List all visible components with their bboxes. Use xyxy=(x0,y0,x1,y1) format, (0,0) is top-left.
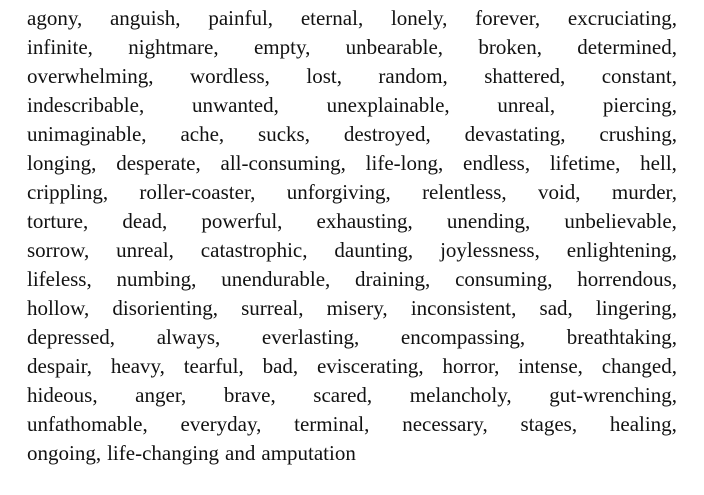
word: terminal, xyxy=(294,412,370,436)
word: catastrophic, xyxy=(200,238,308,262)
word: healing, xyxy=(609,412,677,436)
text-line xyxy=(27,410,677,439)
word: all-consuming, xyxy=(220,151,346,175)
word: hell, xyxy=(640,151,677,175)
text-line xyxy=(27,120,677,149)
word: overwhelming, xyxy=(27,64,154,88)
word: exhausting, xyxy=(316,209,413,233)
word: crippling, xyxy=(27,180,109,204)
word: changed, xyxy=(601,354,677,378)
word: enlightening, xyxy=(566,238,677,262)
word: surreal, xyxy=(241,296,304,320)
word: ongoing, xyxy=(27,441,102,465)
text-line xyxy=(27,62,677,91)
word: infinite, xyxy=(27,35,93,59)
text-line xyxy=(27,4,677,33)
word: gut-wrenching, xyxy=(549,383,677,407)
word: destroyed, xyxy=(343,122,431,146)
word: torture, xyxy=(27,209,89,233)
word: lingering, xyxy=(595,296,677,320)
word: lifetime, xyxy=(549,151,621,175)
word: unexplainable, xyxy=(326,93,450,117)
text-line xyxy=(27,33,677,62)
word: horrendous, xyxy=(577,267,677,291)
word: excruciating, xyxy=(567,6,677,30)
word: lifeless, xyxy=(27,267,92,291)
word: anguish, xyxy=(109,6,181,30)
word: life-long, xyxy=(365,151,444,175)
text-line xyxy=(27,381,677,410)
word: piercing, xyxy=(602,93,677,117)
text-line xyxy=(27,207,677,236)
word: tearful, xyxy=(183,354,244,378)
word: forever, xyxy=(475,6,541,30)
word: broken, xyxy=(478,35,542,59)
word: unbelievable, xyxy=(564,209,677,233)
word: wordless, xyxy=(190,64,270,88)
word: random, xyxy=(378,64,448,88)
word: unbearable, xyxy=(345,35,444,59)
word: life-changing xyxy=(107,441,220,465)
word: ache, xyxy=(180,122,225,146)
text-line xyxy=(27,265,677,294)
word: void, xyxy=(537,180,581,204)
word: and xyxy=(225,441,256,465)
word: unending, xyxy=(446,209,531,233)
word: breathtaking, xyxy=(566,325,677,349)
word: sorrow, xyxy=(27,238,90,262)
word: eternal, xyxy=(300,6,364,30)
word: unfathomable, xyxy=(27,412,148,436)
word: indescribable, xyxy=(27,93,145,117)
word-list-paragraph xyxy=(27,4,677,468)
word: everyday, xyxy=(180,412,262,436)
text-line xyxy=(27,91,677,120)
word: despair, xyxy=(27,354,93,378)
word: inconsistent, xyxy=(410,296,517,320)
word: depressed, xyxy=(27,325,116,349)
word: sucks, xyxy=(258,122,310,146)
word: unforgiving, xyxy=(286,180,391,204)
word: unimaginable, xyxy=(27,122,147,146)
word: desperate, xyxy=(116,151,201,175)
text-line-last xyxy=(27,439,677,468)
word: intense, xyxy=(518,354,583,378)
word: sad, xyxy=(539,296,573,320)
word: melancholy, xyxy=(409,383,512,407)
word: agony, xyxy=(27,6,83,30)
word: murder, xyxy=(611,180,677,204)
text-line xyxy=(27,178,677,207)
word: necessary, xyxy=(402,412,488,436)
word: encompassing, xyxy=(400,325,526,349)
word: dead, xyxy=(122,209,168,233)
word: constant, xyxy=(601,64,677,88)
word: relentless, xyxy=(422,180,507,204)
word: roller-coaster, xyxy=(139,180,256,204)
word: numbing, xyxy=(116,267,197,291)
word: amputation xyxy=(261,441,356,465)
text-line xyxy=(27,149,677,178)
word: painful, xyxy=(208,6,274,30)
word: crushing, xyxy=(599,122,677,146)
word: everlasting, xyxy=(261,325,360,349)
word: horror, xyxy=(442,354,500,378)
word: determined, xyxy=(577,35,677,59)
word: anger, xyxy=(135,383,187,407)
word: nightmare, xyxy=(128,35,219,59)
word: draining, xyxy=(355,267,431,291)
word: bad, xyxy=(262,354,299,378)
word: unwanted, xyxy=(191,93,279,117)
word: shattered, xyxy=(484,64,566,88)
text-line xyxy=(27,294,677,323)
word: hideous, xyxy=(27,383,98,407)
word: heavy, xyxy=(110,354,165,378)
word: eviscerating, xyxy=(316,354,424,378)
text-line xyxy=(27,236,677,265)
word: unreal, xyxy=(116,238,174,262)
word: daunting, xyxy=(334,238,414,262)
word: always, xyxy=(156,325,221,349)
word: powerful, xyxy=(201,209,283,233)
word: disorienting, xyxy=(112,296,218,320)
word: lonely, xyxy=(390,6,448,30)
word: brave, xyxy=(223,383,276,407)
word: empty, xyxy=(253,35,311,59)
word: scared, xyxy=(313,383,373,407)
word: unendurable, xyxy=(221,267,331,291)
word: stages, xyxy=(520,412,578,436)
word: lost, xyxy=(306,64,342,88)
text-line xyxy=(27,352,677,381)
word: devastating, xyxy=(464,122,566,146)
word: hollow, xyxy=(27,296,90,320)
word: consuming, xyxy=(455,267,553,291)
text-line xyxy=(27,323,677,352)
word: joylessness, xyxy=(440,238,540,262)
word: endless, xyxy=(463,151,531,175)
word: longing, xyxy=(27,151,97,175)
word: misery, xyxy=(326,296,388,320)
word: unreal, xyxy=(497,93,556,117)
